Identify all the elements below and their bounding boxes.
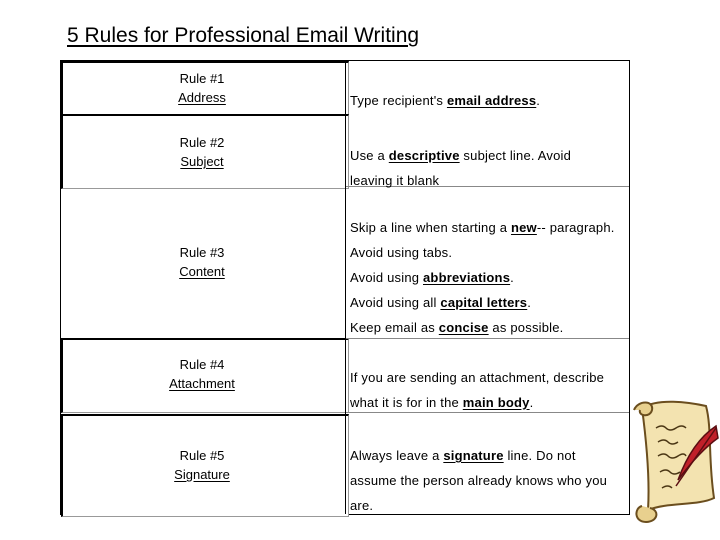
desc-text: . <box>529 395 534 410</box>
desc-text: subject line. Avoid <box>459 148 572 163</box>
rule-number: Rule #3 <box>179 245 225 260</box>
desc-text: Avoid using <box>350 270 423 285</box>
rule-name: Subject <box>180 154 224 169</box>
rule-name: Attachment <box>169 376 235 391</box>
desc-keyword: abbreviations <box>423 270 511 285</box>
desc-keyword: signature <box>443 448 504 463</box>
desc-line <box>350 215 615 240</box>
rule-name: Signature <box>174 467 230 482</box>
rule-5-label <box>142 446 262 484</box>
scroll-quill-icon <box>628 398 720 528</box>
rule-4-label <box>142 355 262 393</box>
rule-number: Rule #4 <box>179 357 225 372</box>
page-title: 5 Rules for Professional Email Writing <box>67 24 420 47</box>
rule-number: Rule #1 <box>179 71 225 86</box>
desc-text: . <box>510 270 514 285</box>
rule-name: Content <box>179 264 225 279</box>
desc-line: If you are sending an attachment, describe <box>350 370 605 385</box>
rule-2-description <box>350 143 571 193</box>
desc-line <box>350 315 615 340</box>
column-divider <box>345 61 346 514</box>
rule-5-description <box>350 443 607 518</box>
rule-1-description <box>350 88 540 113</box>
desc-text: what it is for in the <box>350 395 463 410</box>
desc-text: -- paragraph. <box>536 220 615 235</box>
desc-keyword: capital letters <box>440 295 528 310</box>
rule-2-label <box>142 133 262 171</box>
desc-keyword: new <box>510 220 537 235</box>
desc-text: Skip a line when starting a <box>350 220 511 235</box>
desc-line <box>350 290 615 315</box>
desc-text: Avoid using all <box>350 295 441 310</box>
desc-line: Avoid using tabs. <box>350 245 453 260</box>
rule-1-label <box>142 69 262 107</box>
rule-number: Rule #2 <box>179 135 225 150</box>
rule-3-description <box>350 215 615 340</box>
desc-line <box>350 265 615 290</box>
desc-keyword: descriptive <box>388 148 460 163</box>
desc-line <box>350 443 607 468</box>
desc-line <box>350 390 604 415</box>
rule-4-description <box>350 365 604 415</box>
desc-text: Use a <box>350 148 389 163</box>
desc-line: assume the person already knows who you <box>350 473 608 488</box>
rule-number: Rule #5 <box>179 448 225 463</box>
desc-line <box>350 143 571 168</box>
desc-keyword: main body <box>462 395 530 410</box>
desc-line: are. <box>350 498 374 513</box>
desc-line: leaving it blank <box>350 173 440 188</box>
desc-keyword: email address <box>446 93 537 108</box>
desc-text: Type recipient's <box>350 93 447 108</box>
desc-keyword: concise <box>438 320 489 335</box>
rule-name: Address <box>178 90 226 105</box>
desc-text: Always leave a <box>350 448 444 463</box>
desc-text: as possible. <box>488 320 564 335</box>
rule-3-label <box>142 243 262 281</box>
desc-text: . <box>527 295 532 310</box>
desc-text: line. Do not <box>503 448 576 463</box>
desc-text: . <box>536 93 541 108</box>
desc-text: Keep email as <box>350 320 439 335</box>
